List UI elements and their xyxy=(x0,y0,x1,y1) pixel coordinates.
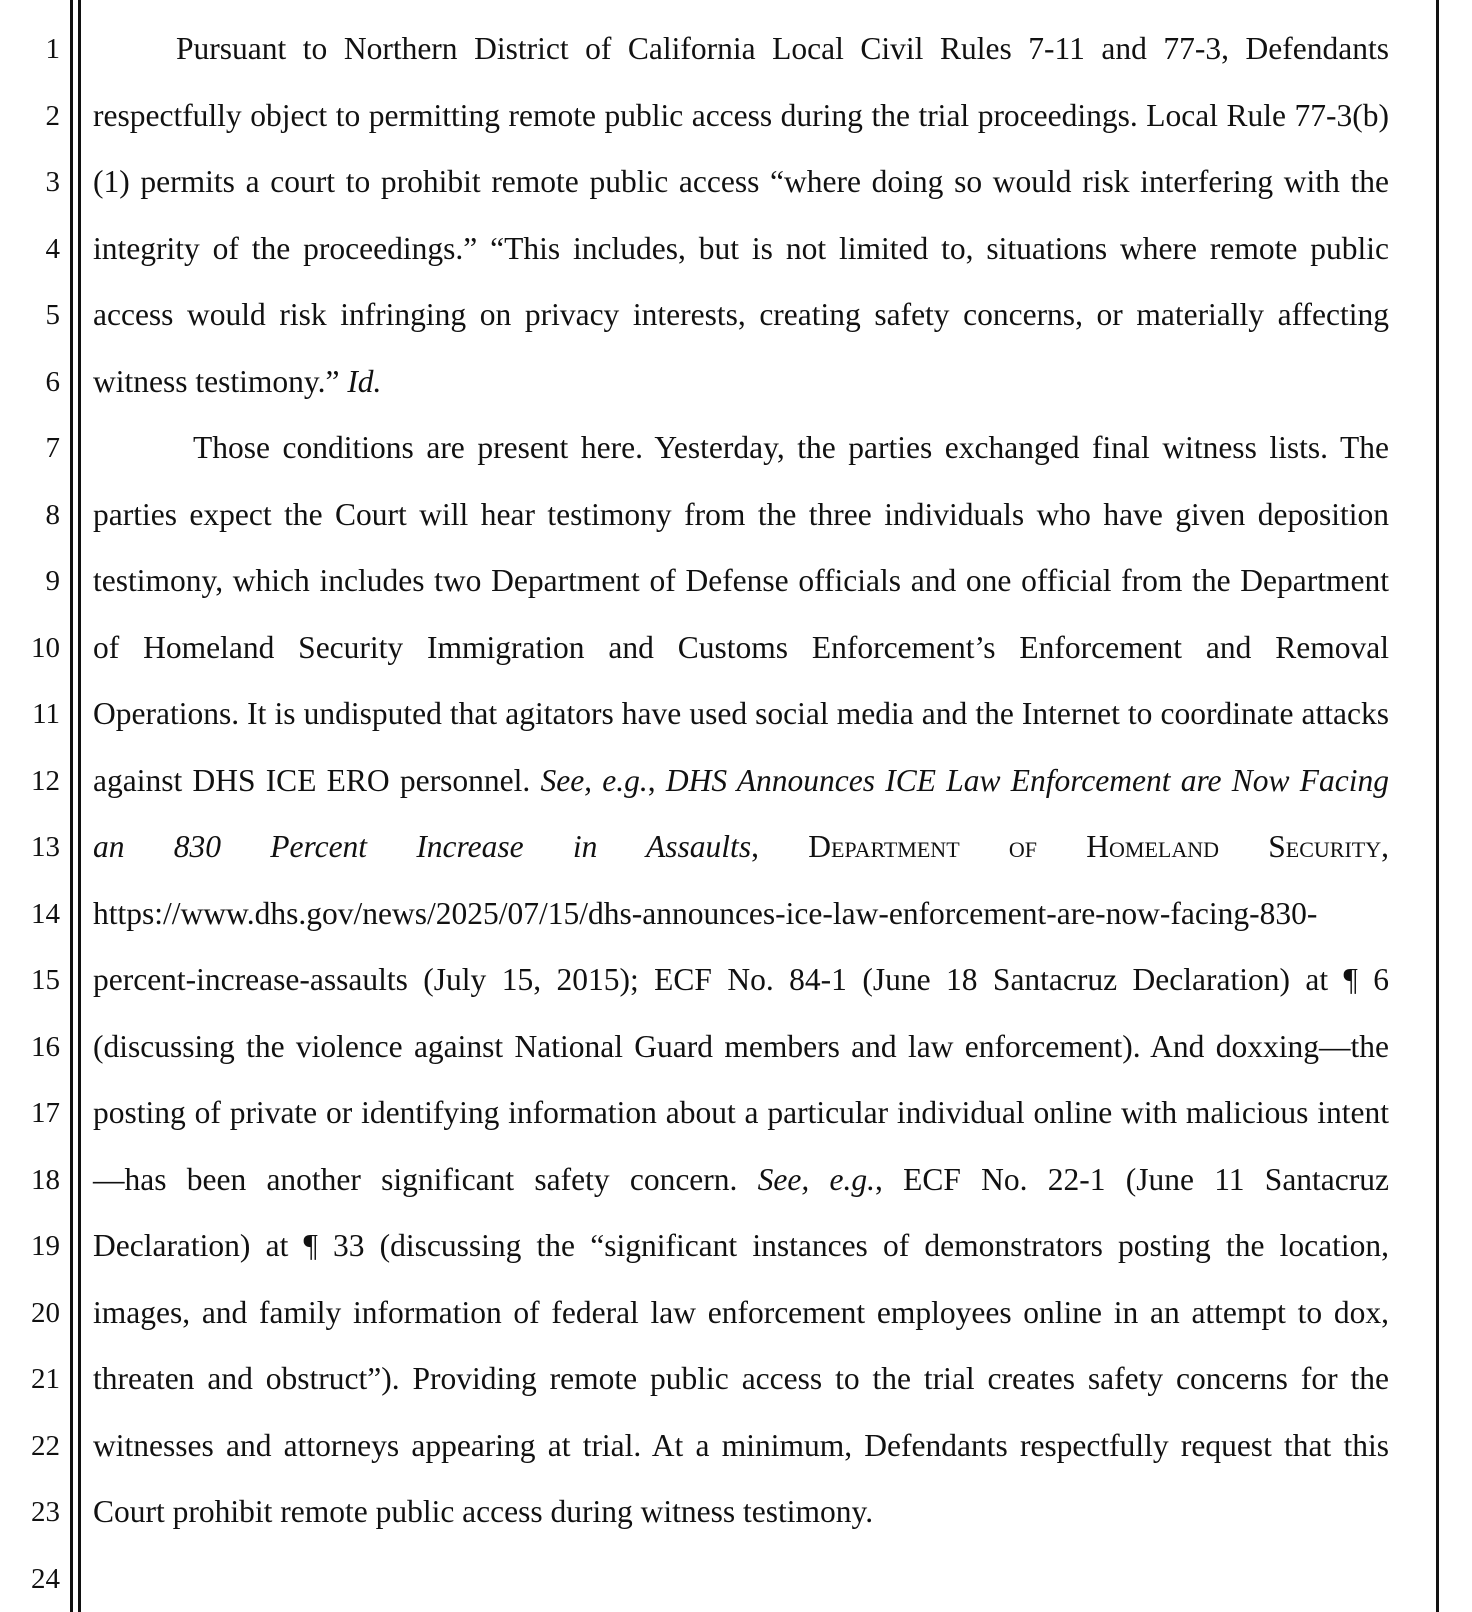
line-number: 19 xyxy=(31,1230,60,1262)
line-number: 1 xyxy=(45,33,60,65)
paragraph-text: Pursuant to Northern District of California Local Civil Rules 7-11 and 77-3, Defendants respectfully object to permitting remote public access during the trial proceedings. Local Rule 77-3(b)(1) permits a court to prohibit remote public access “where doing so would risk interfering with the integrity of the proceedings.” “This includes, but is not limited to, situations where remote public access would risk infringing on privacy interests, creating safety concerns, or materially affecting witness testimony.” xyxy=(93,31,1389,399)
line-number: 11 xyxy=(32,698,60,730)
paragraph-safety-concerns xyxy=(93,415,1389,1546)
line-number: 10 xyxy=(31,631,60,664)
line-number: 13 xyxy=(31,831,60,863)
line-number: 15 xyxy=(31,964,60,996)
line-number: 6 xyxy=(45,365,60,398)
line-number: 24 xyxy=(31,1562,60,1595)
publisher-name: Department of Homeland Security xyxy=(808,829,1382,864)
line-number: 8 xyxy=(45,498,60,531)
line-number: 14 xyxy=(31,897,60,930)
right-margin-rule xyxy=(1436,0,1439,1612)
punctuation: , xyxy=(751,829,809,864)
signal-see-eg: See, e.g. xyxy=(540,762,648,798)
line-number: 5 xyxy=(45,299,60,331)
line-number: 9 xyxy=(45,565,60,597)
article-title: DHS Announces ICE Law Enforcement are Now Facing an 830 Percent Increase in Assaults xyxy=(93,762,1389,864)
line-number: 23 xyxy=(31,1496,60,1528)
line-number: 12 xyxy=(31,764,60,797)
left-margin-rule-outer xyxy=(70,0,73,1612)
line-number: 18 xyxy=(31,1163,60,1196)
paragraph-local-rule-objection xyxy=(93,16,1389,415)
paragraph-text: , https://www.dhs.gov/news/2025/07/15/dhs-announces-ice-law-enforcement-are-now-facing-830-percent-increase-assaults (July 15, 2015); ECF No. 84-1 (June 18 Santacruz Declaration) at ¶ 6 (discussing the violence against National Guard members and law enforcement). And doxxing—the posting of private or identifying information about a particular individual online with malicious intent—has been another significant safety concern. xyxy=(93,829,1389,1197)
line-number: 20 xyxy=(31,1296,60,1329)
line-number: 2 xyxy=(45,99,60,132)
line-number: 21 xyxy=(31,1363,60,1395)
line-number: 3 xyxy=(45,166,60,198)
line-number: 4 xyxy=(45,232,60,265)
pleading-line-numbers xyxy=(0,16,60,1612)
document-body xyxy=(93,16,1389,1546)
citation-id: Id. xyxy=(347,363,382,399)
line-number: 16 xyxy=(31,1030,60,1063)
line-number: 17 xyxy=(31,1097,60,1129)
punctuation: , xyxy=(647,762,666,798)
paragraph-text: Those conditions are present here. Yesterday, the parties exchanged final witness lists. The parties expect the Court will hear testimony from the three individuals who have given deposition testimony, which includes two Department of Defense officials and one official from the Department of Homeland Security Immigration and Customs Enforcement’s Enforcement and Removal Operations. It is undisputed that agitators have used social media and the Internet to coordinate attacks against DHS ICE ERO personnel. xyxy=(93,430,1389,798)
line-number: 22 xyxy=(31,1429,60,1462)
signal-see-eg: See, e.g. xyxy=(757,1161,875,1197)
line-number: 7 xyxy=(45,432,60,464)
left-margin-rule-inner xyxy=(78,0,81,1612)
paragraph-text: , ECF No. 22-1 (June 11 Santacruz Declaration) at ¶ 33 (discussing the “significant instances of demonstrators posting the location, images, and family information of federal law enforcement employees online in an attempt to dox, threaten and obstruct”). Providing remote public access to the trial creates safety concerns for the witnesses and attorneys appearing at trial. At a minimum, Defendants respectfully request that this Court prohibit remote public access during witness testimony. xyxy=(93,1161,1389,1529)
